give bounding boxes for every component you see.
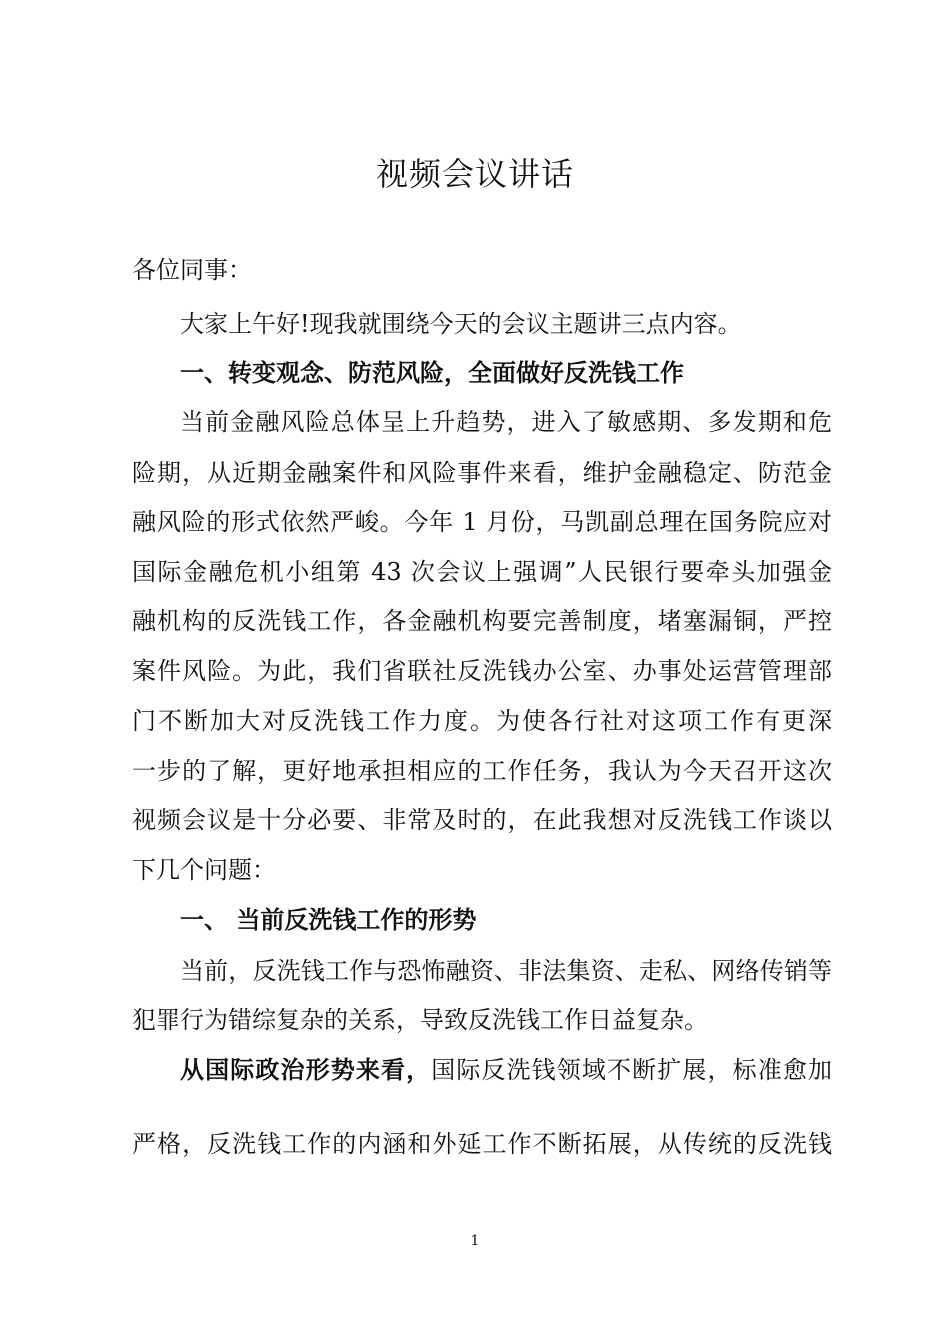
paragraph-line: 案件风险。为此，我们省联社反洗钱办公室、办事处运营管理部 [132,657,832,685]
document-title: 视频会议讲话 [375,155,574,193]
paragraph-line: 融风险的形式依然严峻。今年 1 月份，马凯副总理在国务院应对 [132,508,832,536]
paragraph-line [180,1053,832,1087]
paragraph-lead-bold: 从国际政治形势来看， [180,1056,432,1084]
page-number: 1 [470,1233,480,1249]
paragraph-line: 视频会议是十分必要、非常及时的，在此我想对反洗钱工作谈以 [132,806,832,834]
paragraph-line: 国际金融危机小组第 43 次会议上强调”人民银行要牵头加强金 [132,558,832,586]
salutation: 各位同事： [132,256,252,284]
paragraph-line: 犯罪行为错综复杂的关系，导致反洗钱工作日益复杂。 [132,1006,708,1034]
paragraph-line: 融机构的反洗钱工作，各金融机构要完善制度，堵塞漏铜，严控 [132,607,832,635]
paragraph-line: 险期，从近期金融案件和风险事件来看，维护金融稳定、防范金 [132,459,832,487]
paragraph-lead-rest: 国际反洗钱领域不断扩展，标准愈加 [431,1056,832,1084]
subsection-heading: 一、 当前反洗钱工作的形势 [180,906,477,934]
paragraph-line: 当前，反洗钱工作与恐怖融资、非法集资、走私、网络传销等 [180,957,832,985]
paragraph-line: 下几个问题： [132,856,276,884]
paragraph-line: 严格，反洗钱工作的内涵和外延工作不断拓展，从传统的反洗钱 [132,1130,832,1158]
paragraph-line: 当前金融风险总体呈上升趋势，进入了敏感期、多发期和危 [180,408,832,436]
paragraph-line: 一步的了解，更好地承担相应的工作任务，我认为今天召开这次 [132,757,832,785]
opening-paragraph: 大家上午好!现我就围绕今天的会议主题讲三点内容。 [180,310,742,338]
paragraph-line: 门不断加大对反洗钱工作力度。为使各行社对这项工作有更深 [132,707,832,735]
section-heading: 一、转变观念、防范风险，全面做好反洗钱工作 [180,359,684,387]
